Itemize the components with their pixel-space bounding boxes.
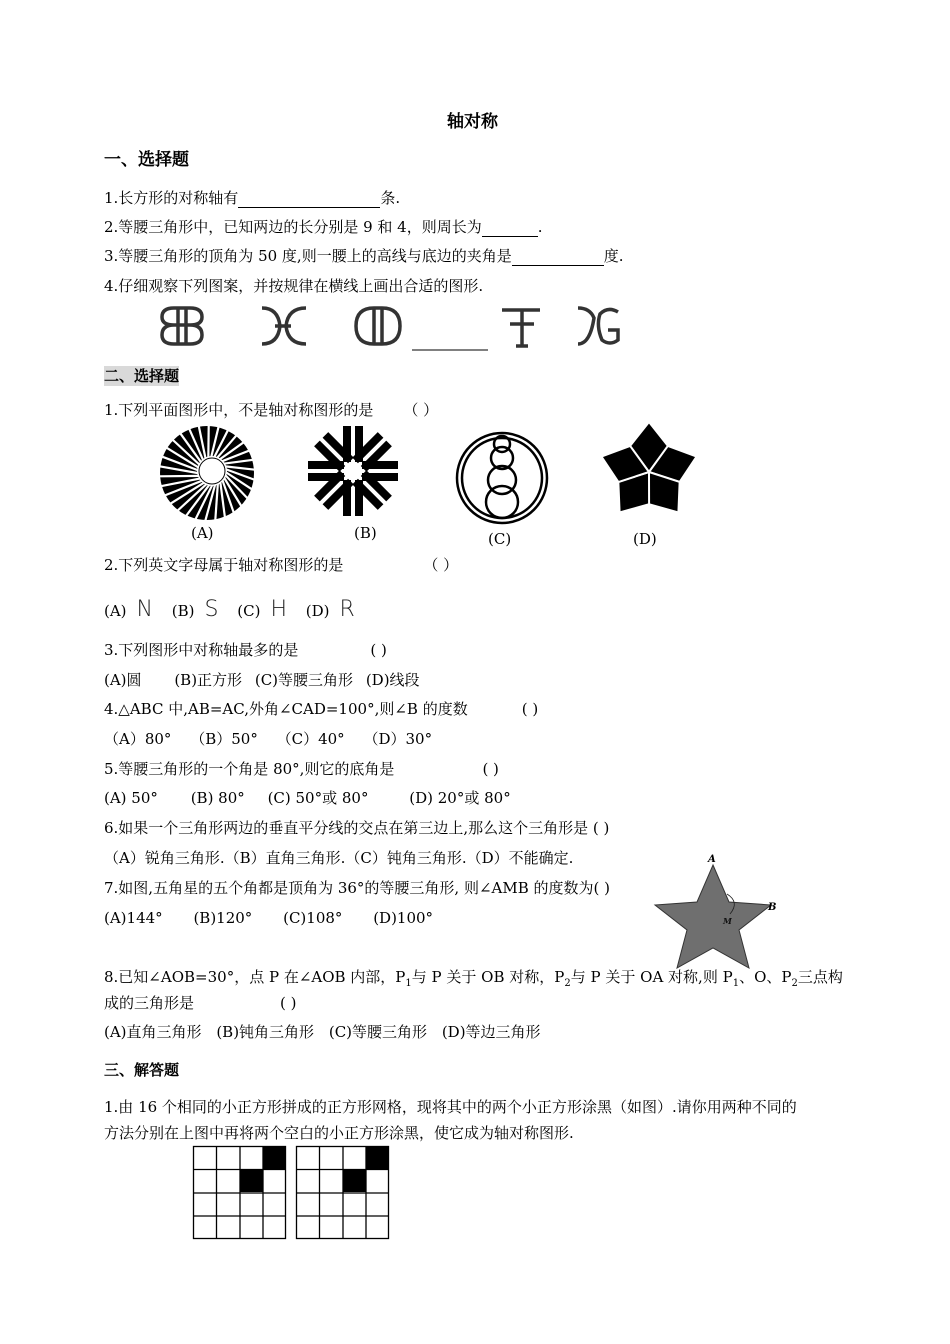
- subscript: 2: [564, 978, 571, 989]
- option: (C)108°: [283, 909, 343, 927]
- question-text: 4.△ABC 中,AB=AC,外角∠CAD=100°,则∠B 的度数: [104, 700, 468, 718]
- question-text: 2.下列英文字母属于轴对称图形的是: [104, 556, 344, 574]
- question-text: 、O、P: [739, 968, 792, 986]
- option: (A)144°: [104, 909, 163, 927]
- figure-a-sunburst: [158, 424, 256, 522]
- answer-paren: （ ）: [403, 401, 439, 419]
- question-text: 3.下列图形中对称轴最多的是: [104, 641, 299, 659]
- pattern-glyph-3: [356, 308, 400, 344]
- pattern-glyph-1: [162, 308, 202, 344]
- answer-blank: [238, 192, 380, 208]
- question-text: 与 P 关于 OA 对称,则 P: [570, 968, 733, 986]
- question-2-2: [104, 555, 458, 575]
- option: (D)线段: [365, 671, 420, 689]
- figure-b-asterisk: [306, 424, 400, 518]
- question-text-end: 条.: [380, 189, 401, 207]
- option: (C)等腰三角形: [328, 1023, 428, 1041]
- question-1-2: [104, 217, 543, 237]
- question-1-4: 4.仔细观察下列图案，并按规律在横线上画出合适的图形.: [104, 277, 484, 295]
- square-grid-2: [296, 1146, 390, 1240]
- question-1-3: [104, 246, 624, 266]
- answer-blank: [482, 221, 538, 237]
- question-text: 1.长方形的对称轴有: [104, 189, 239, 207]
- question-text: 1.下列平面图形中，不是轴对称图形的是: [104, 401, 374, 419]
- section-heading-1: 一、选择题: [104, 150, 189, 170]
- figure-label-c: (C): [488, 530, 512, 548]
- option: (D) 20°或 80°: [409, 789, 511, 807]
- figure-label-b: (B): [354, 524, 377, 542]
- option: (C) 50°或 80°: [267, 789, 369, 807]
- pattern-glyph-2: [262, 308, 306, 344]
- question-2-6: 6.如果一个三角形两边的垂直平分线的交点在第三边上,那么这个三角形是 ( ): [104, 819, 610, 837]
- answer-paren: ( ): [482, 760, 499, 778]
- page-title: 轴对称: [447, 112, 498, 132]
- figure-c-circles: [455, 428, 549, 528]
- option-letter: R: [339, 597, 355, 622]
- option: （D）30°: [363, 730, 433, 748]
- option-label: (D): [305, 602, 330, 620]
- five-pointed-star: [655, 865, 771, 968]
- option: （A）80°: [104, 730, 172, 748]
- question-2-7-options: [104, 908, 433, 928]
- option: （B）50°: [190, 730, 258, 748]
- answer-paren: ( ): [521, 700, 539, 718]
- option: (D)等边三角形: [441, 1023, 541, 1041]
- section-heading-3: 三、解答题: [104, 1061, 180, 1079]
- section-heading-2: 二、选择题: [104, 367, 180, 385]
- answer-paren: ( ): [370, 641, 387, 659]
- question-text-end: .: [537, 218, 543, 236]
- subscript: 1: [405, 978, 412, 989]
- answer-paren: （ ）: [423, 556, 459, 574]
- question-text: 成的三角形是: [104, 994, 195, 1012]
- question-2-3: [104, 640, 387, 660]
- option-letter: N: [136, 597, 154, 622]
- question-2-6-options: （A）锐角三角形.（B）直角三角形.（C）钝角三角形.（D）不能确定.: [104, 849, 574, 867]
- question-1-1: [104, 188, 400, 208]
- question-2-1: [104, 400, 438, 420]
- question-2-4: [104, 699, 538, 719]
- option: (B) 80°: [190, 789, 245, 807]
- question-text: 8.已知∠AOB=30°，点 P 在∠AOB 内部，P: [104, 968, 406, 986]
- question-2-3-options: [104, 670, 420, 690]
- question-text: 2.等腰三角形中，已知两边的长分别是 9 和 4，则周长为: [104, 218, 482, 236]
- option-label: (B): [171, 602, 195, 620]
- question-text: 三点构: [797, 968, 843, 986]
- star-label-b: B: [768, 902, 777, 913]
- question-text-end: 度.: [603, 247, 624, 265]
- question-text: 与 P 关于 OB 对称，P: [411, 968, 565, 986]
- option: (B)钝角三角形: [216, 1023, 315, 1041]
- question-2-8-line2: [104, 993, 297, 1013]
- option: （C）40°: [276, 730, 345, 748]
- pattern-glyph-5: [502, 310, 540, 346]
- question-text: 5.等腰三角形的一个角是 80°,则它的底角是: [104, 760, 395, 778]
- option-label: (C): [237, 602, 261, 620]
- subscript: 1: [732, 978, 740, 989]
- answer-blank: [512, 250, 604, 266]
- option: (A)直角三角形: [104, 1023, 202, 1041]
- option: (A) 50°: [104, 789, 158, 807]
- question-2-4-options: [104, 729, 432, 749]
- option: (A)圆: [104, 671, 142, 689]
- star-figure: [652, 850, 787, 970]
- option-letter: H: [270, 597, 288, 622]
- square-grid-1: [193, 1146, 287, 1240]
- star-label-a: A: [708, 854, 716, 865]
- option-label: (A): [104, 602, 127, 620]
- question-text: 3.等腰三角形的顶角为 50 度,则一腰上的高线与底边的夹角是: [104, 247, 512, 265]
- question-3-1-line2: 方法分别在上图中再将两个空白的小正方形涂黑，使它成为轴对称图形.: [104, 1124, 574, 1142]
- option: (C)等腰三角形: [254, 671, 354, 689]
- option-letter: S: [204, 597, 219, 622]
- figure-label-d: (D): [633, 530, 657, 548]
- subscript: 2: [791, 978, 798, 989]
- option: (D)100°: [373, 909, 434, 927]
- star-label-m: M: [723, 916, 732, 926]
- symmetry-pattern-figure: [160, 300, 640, 360]
- figure-d-rhombus-star: [597, 420, 701, 524]
- question-2-8: [104, 967, 843, 994]
- pattern-glyph-6: [578, 308, 618, 344]
- option: (B)120°: [193, 909, 253, 927]
- question-2-2-options: [104, 597, 369, 624]
- option: (B)正方形: [174, 671, 243, 689]
- question-2-5: [104, 759, 499, 779]
- question-2-5-options: [104, 788, 511, 808]
- answer-paren: ( ): [280, 994, 297, 1012]
- question-2-7: 7.如图,五角星的五个角都是顶角为 36°的等腰三角形, 则∠AMB 的度数为( ): [104, 879, 610, 897]
- figure-label-a: (A): [191, 524, 214, 542]
- question-2-8-options: [104, 1022, 541, 1042]
- question-3-1-line1: 1.由 16 个相同的小正方形拼成的正方形网格，现将其中的两个小正方形涂黑（如图）.请你用两种不同的: [104, 1098, 797, 1116]
